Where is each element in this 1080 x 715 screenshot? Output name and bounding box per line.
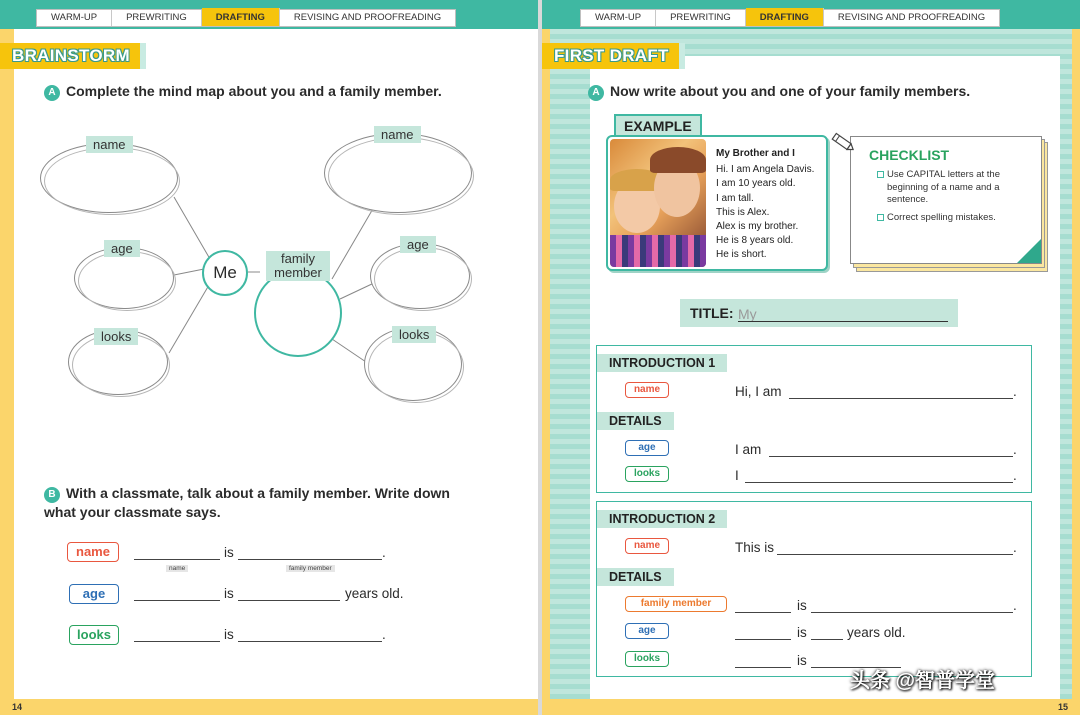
introduction-1-box [596,345,1032,493]
intro1-looks-text: I [735,468,739,483]
worksheet-panel [14,29,538,699]
example-line: I am tall. [716,192,754,204]
tag-fm-name: name [374,126,421,143]
blank-family-member[interactable] [238,544,382,560]
checklist-card [850,136,1042,264]
page-number-left: 14 [12,702,23,712]
mindmap-center-me: Me [202,250,248,296]
mindmap-bubble-me-name[interactable] [40,143,178,213]
nav-tabs-right [580,9,1000,27]
intro1-name-label: name [625,382,669,398]
task-b-badge: B [44,487,60,503]
title-label: TITLE: [690,305,734,321]
title-prefix: My [738,306,757,322]
intro2-age-is: is [797,625,807,640]
intro2-name-period: . [1013,540,1017,555]
tag-family-member: family member [266,251,330,281]
task-b-instruction [44,484,464,522]
bottom-strip-right [542,699,1080,715]
tab-drafting[interactable]: DRAFTING [202,8,280,26]
intro2-fm-is: is [797,598,807,613]
bottom-strip [0,699,538,715]
checklist-item [887,169,1037,207]
tag-me-name: name [86,136,133,153]
checklist-item [887,212,1037,225]
blank-age-value[interactable] [238,585,340,601]
pencil-icon [830,132,856,154]
intro2-family-member-label: family member [625,596,727,612]
tab-drafting-right[interactable]: DRAFTING [746,8,824,26]
intro2-age-blank-1[interactable] [735,624,791,640]
intro1-looks-blank[interactable] [745,467,1013,483]
intro2-age-blank-2[interactable] [811,624,843,640]
hint-name: name [166,565,188,572]
striped-panel [550,29,1072,699]
label-looks: looks [69,625,119,645]
intro1-name-text: Hi, I am [735,384,782,399]
intro1-age-text: I am [735,442,762,457]
tag-me-age: age [104,240,140,257]
tag-fm-age: age [400,236,436,253]
introduction-1-heading: INTRODUCTION 1 [597,354,727,372]
tab-prewriting-right[interactable]: PREWRITING [656,10,746,26]
title-blank[interactable] [738,304,948,322]
intro2-looks-is: is [797,653,807,668]
clothes [610,235,706,267]
intro2-details-heading: DETAILS [597,568,674,586]
intro2-fm-blank-2[interactable] [811,597,1013,613]
task-a-text: Complete the mind map about you and a family member. [66,83,442,99]
section-title-brainstorm: BRAINSTORM [0,43,140,69]
page-curl-icon [1017,239,1041,263]
word-is-2: is [224,586,234,601]
word-is-3: is [224,627,234,642]
intro1-looks-label: looks [625,466,669,482]
tab-warm-up-right[interactable]: WARM-UP [581,10,656,26]
right-task-a-instruction [588,82,1048,101]
blank-name[interactable] [134,544,220,560]
intro1-looks-period: . [1013,468,1017,483]
example-line: He is short. [716,249,767,261]
right-task-a-badge: A [588,85,604,101]
example-line: He is 8 years old. [716,235,794,247]
example-photo [610,139,706,267]
example-text [716,147,814,263]
intro2-age-end: years old. [847,625,906,640]
right-task-a-text: Now write about you and one of your family members. [610,83,971,99]
blank-looks-value[interactable] [238,626,382,642]
intro1-name-period: . [1013,384,1017,399]
task-b-text: With a classmate, talk about a family member. Write down what your classmate says. [44,485,450,520]
checklist-item-text: Use CAPITAL letters at the beginning of a name and a sentence. [887,169,1000,205]
checklist-item-text: Correct spelling mistakes. [887,212,996,223]
left-page [0,0,538,715]
intro2-looks-blank-1[interactable] [735,652,791,668]
end-2: years old. [345,586,404,601]
example-label: EXAMPLE [614,114,702,136]
girl-hair [650,147,706,173]
tab-warm-up[interactable]: WARM-UP [37,10,112,26]
example-line: This is Alex. [716,206,770,218]
example-title: My Brother and I [716,148,795,159]
checkbox-icon[interactable] [877,171,884,178]
tab-revising-right[interactable]: REVISING AND PROOFREADING [837,12,986,23]
hint-family-member: family member [286,565,335,572]
intro1-age-label: age [625,440,669,456]
introduction-2-box [596,501,1032,677]
intro1-age-period: . [1013,442,1017,457]
tag-me-looks: looks [94,328,138,345]
task-a-badge: A [44,85,60,101]
intro1-name-blank[interactable] [789,383,1013,399]
blank-looks-person[interactable] [134,626,220,642]
intro2-name-text: This is [735,540,775,555]
example-card [606,135,828,271]
example-line: I am 10 years old. [716,178,796,190]
intro2-fm-period: . [1013,598,1017,613]
end-1: . [382,545,386,560]
title-bar [680,299,958,327]
right-page [542,0,1080,715]
mindmap-center-family-member [254,269,342,357]
example-line: Alex is my brother. [716,221,799,233]
label-age: age [69,584,119,604]
watermark: 头条 @智普学堂 [850,670,996,692]
word-is-1: is [224,545,234,560]
introduction-2-heading: INTRODUCTION 2 [597,510,727,528]
example-line: Hi. I am Angela Davis. [716,164,815,176]
intro2-name-label: name [625,538,669,554]
end-3: . [382,627,386,642]
tag-fm-looks: looks [392,326,436,343]
label-name: name [67,542,119,562]
intro2-name-blank[interactable] [777,539,1013,555]
tab-prewriting[interactable]: PREWRITING [112,10,202,26]
blank-age-person[interactable] [134,585,220,601]
section-title-first-draft: FIRST DRAFT [542,43,679,69]
mindmap-bubble-fm-name[interactable] [324,133,472,213]
checkbox-icon[interactable] [877,214,884,221]
intro2-age-label: age [625,623,669,639]
nav-tabs [36,9,456,27]
tab-revising[interactable]: REVISING AND PROOFREADING [293,12,442,23]
intro2-looks-label: looks [625,651,669,667]
checklist-title: CHECKLIST [869,147,950,163]
intro2-fm-blank-1[interactable] [735,597,791,613]
intro1-details-heading: DETAILS [597,412,674,430]
intro1-age-blank[interactable] [769,441,1013,457]
page-number-right: 15 [1057,702,1068,712]
